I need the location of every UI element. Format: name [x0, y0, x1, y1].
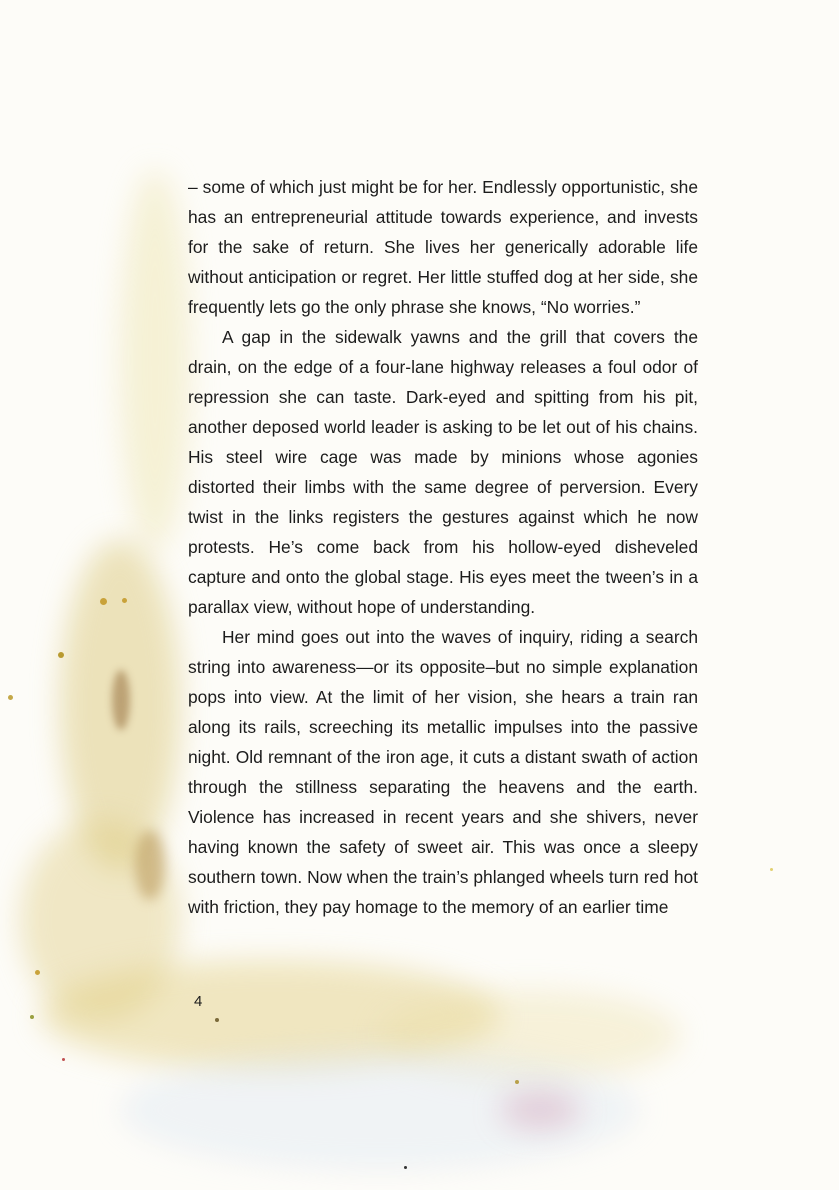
paint-speck — [770, 868, 773, 871]
body-text — [188, 172, 698, 922]
watercolor-stain — [120, 1050, 640, 1170]
paint-speck — [215, 1018, 219, 1022]
watercolor-stain — [500, 1090, 580, 1130]
watercolor-stain — [135, 830, 165, 900]
watercolor-stain — [20, 820, 180, 1020]
paragraph: A gap in the sidewalk yawns and the grill that covers the drain, on the edge of a four-lane highway releases a foul odor of repression she can taste. Dark-eyed and spitting from his pit, another deposed world leader is asking to be let out of his chains. His steel wire cage was made by minions whose agonies distorted their limbs with the same degree of perversion. Every twist in the links registers the gestures against which he now protests. He’s come back from his hollow-eyed disheveled capture and onto the global stage. His eyes meet the tween’s in a parallax view, without hope of understanding. — [188, 327, 698, 617]
watercolor-stain — [60, 540, 180, 870]
paint-speck — [30, 1015, 34, 1019]
paint-speck — [58, 652, 64, 658]
paragraph: – some of which just might be for her. Endlessly opportunistic, she has an entrepreneurial attitude towards experience, and invests for the sake of return. She lives her generically adorable life without anticipation or regret. Her little stuffed dog at her side, she frequently lets go the only phrase she knows, “No worries.” — [188, 177, 698, 317]
watercolor-stain — [40, 960, 500, 1070]
watercolor-stain — [120, 170, 190, 550]
paint-speck — [404, 1166, 407, 1169]
paint-speck — [35, 970, 40, 975]
watercolor-stain — [380, 990, 680, 1080]
paragraph: Her mind goes out into the waves of inquiry, riding a search string into awareness—or its opposite–but no simple explanation pops into view. At the limit of her vision, she hears a train ran along its rails, screeching its metallic impulses into the passive night. Old remnant of the iron age, it cuts a distant swath of action through the stillness separating the heavens and the earth. Violence has increased in recent years and she shivers, never having known the safety of sweet air. This was once a sleepy southern town. Now when the train’s phlanged wheels turn red hot with friction, they pay homage to the memory of an earlier time — [188, 627, 698, 917]
paint-speck — [8, 695, 13, 700]
paint-speck — [100, 598, 107, 605]
page-number: 4 — [194, 993, 203, 1010]
paint-speck — [62, 1058, 65, 1061]
paint-speck — [122, 598, 127, 603]
watercolor-stain — [112, 670, 130, 730]
paint-speck — [515, 1080, 519, 1084]
